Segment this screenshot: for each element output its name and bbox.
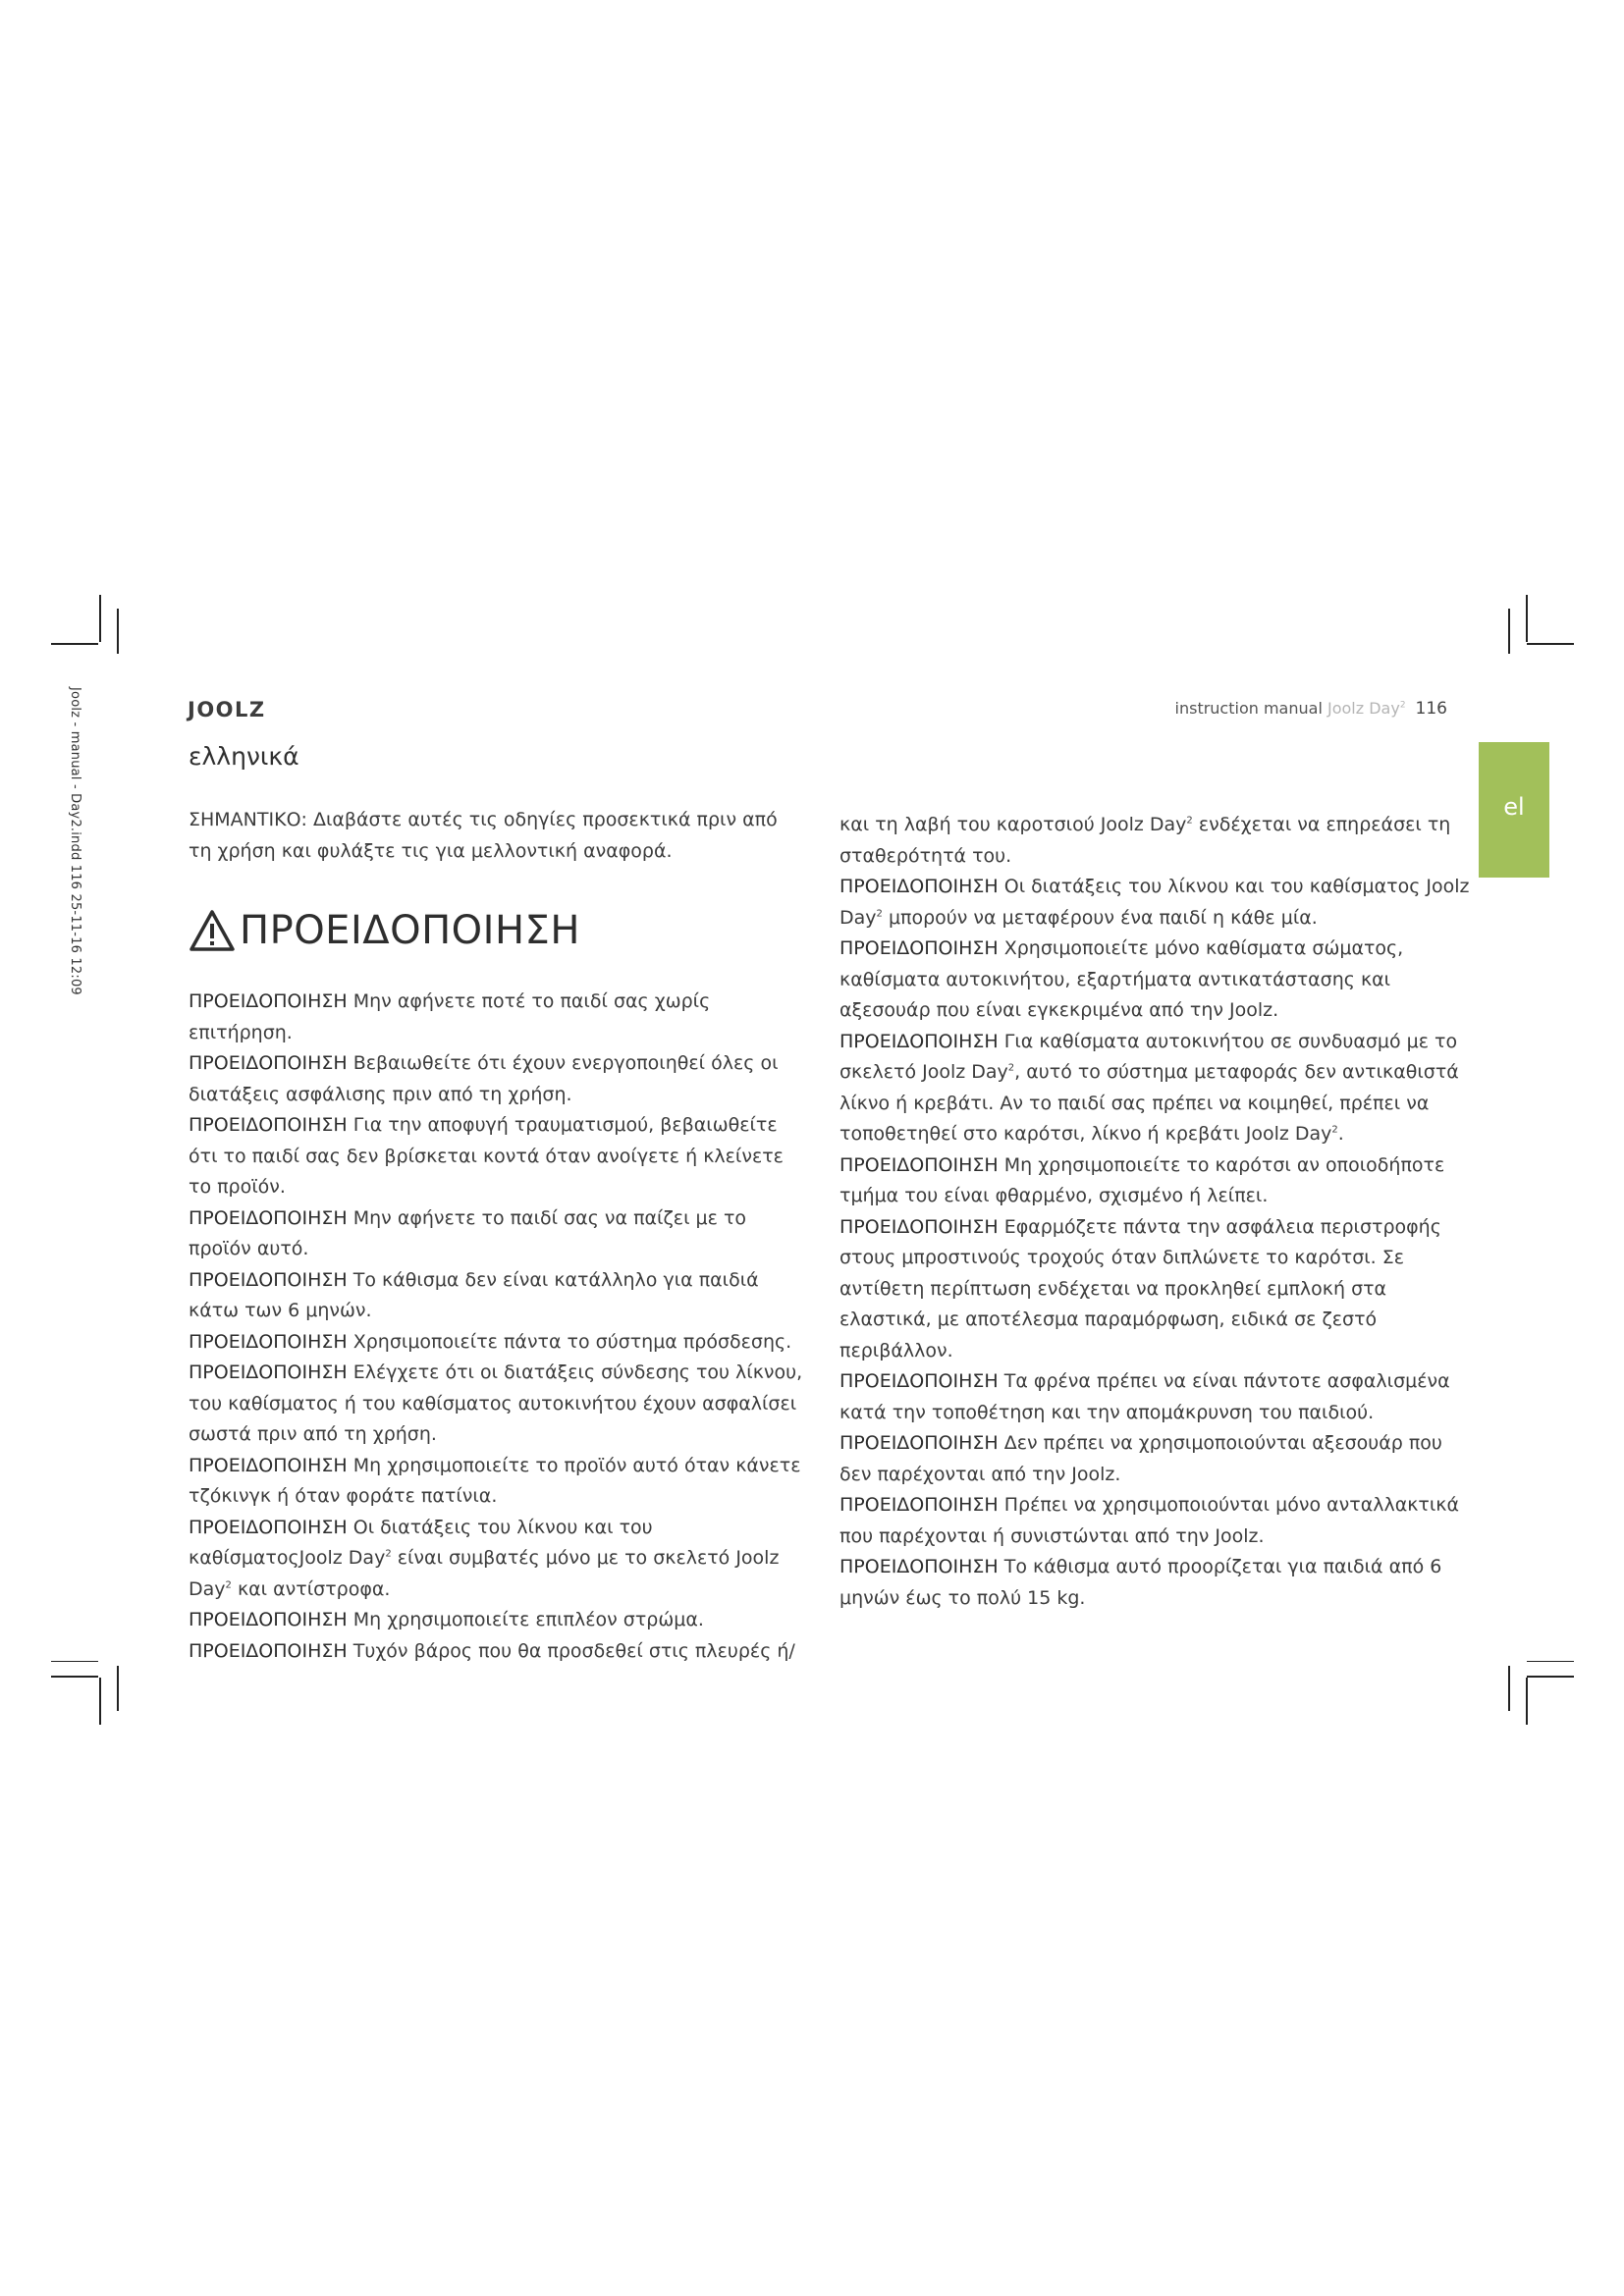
warning-item <box>189 1203 812 1265</box>
warning-text: Το κάθισμα αυτό προορίζεται για παιδιά από 6 μηνών έως το πολύ 15 kg. <box>839 1556 1442 1609</box>
crop-mark <box>1527 643 1574 645</box>
warning-title <box>189 905 580 956</box>
warning-item <box>839 1366 1478 1428</box>
warning-item <box>189 1110 812 1203</box>
warning-item <box>839 1212 1478 1367</box>
warning-text: Μην αφήνετε το παιδί σας να παίζει με το προϊόν αυτό. <box>189 1206 747 1259</box>
warning-keyword: ΠΡΟΕΙΔΟΠΟΙΗΣΗ <box>189 990 348 1012</box>
warning-text: είναι συμβατές μόνο με το σκελετό Joolz Day <box>189 1547 780 1600</box>
warning-text: Βεβαιωθείτε ότι έχουν ενεργοποιηθεί όλες οι διατάξεις ασφάλισης πριν από τη χρήση. <box>189 1052 779 1105</box>
warning-text: Δεν πρέπει να χρησιμοποιούνται αξεσουάρ που δεν παρέχονται από την Joolz. <box>839 1432 1442 1485</box>
superscript: 2 <box>1007 1062 1015 1074</box>
crop-mark <box>51 1661 98 1662</box>
language-heading: ελληνικά <box>189 742 299 771</box>
warning-item <box>839 1150 1478 1212</box>
warning-triangle-icon <box>189 909 236 952</box>
warning-item <box>189 1605 812 1636</box>
warning-text: Εφαρμόζετε πάντα την ασφάλεια περιστροφής στους μπροστινούς τροχούς όταν διπλώνετε το καρότσι. Σε αντίθετη περίπτωση ενδέχεται να προκληθεί εμπλοκή στα ελαστικά, με αποτέλεσμα παραμόρφωση, ειδικά σε ζεστό περιβάλλον. <box>839 1215 1441 1362</box>
warning-text: Χρησιμοποιείτε πάντα το σύστημα πρόσδεσης. <box>352 1330 792 1353</box>
warning-keyword: ΠΡΟΕΙΔΟΠΟΙΗΣΗ <box>839 1030 999 1052</box>
warning-keyword: ΠΡΟΕΙΔΟΠΟΙΗΣΗ <box>189 1114 348 1136</box>
warning-keyword: ΠΡΟΕΙΔΟΠΟΙΗΣΗ <box>189 1330 348 1353</box>
warning-text: Για την αποφυγή τραυματισμού, βεβαιωθείτε ότι το παιδί σας δεν βρίσκεται κοντά όταν ανοίγετε ή κλείνετε το προϊόν. <box>189 1114 784 1198</box>
warning-text: Οι διατάξεις του λίκνου και του καθίσματοςJoolz Day <box>189 1516 653 1569</box>
crop-mark <box>51 1676 98 1678</box>
warning-item <box>189 1048 812 1110</box>
warning-keyword: ΠΡΟΕΙΔΟΠΟΙΗΣΗ <box>839 1432 999 1454</box>
warning-keyword: ΠΡΟΕΙΔΟΠΟΙΗΣΗ <box>839 876 999 897</box>
warning-item <box>189 1636 812 1668</box>
warning-text: Μη χρησιμοποιείτε το καρότσι αν οποιοδήποτε τμήμα του είναι φθαρμένο, σχισμένο ή λείπει. <box>839 1153 1445 1206</box>
crop-mark <box>1527 1676 1574 1678</box>
warning-item <box>189 1327 812 1359</box>
warning-text: Μη χρησιμοποιείτε το προϊόν αυτό όταν κάνετε τζόκινγκ ή όταν φοράτε πατίνια. <box>189 1454 801 1507</box>
warning-text: Ελέγχετε ότι οι διατάξεις σύνδεσης του λίκνου, του καθίσματος ή του καθίσματος αυτοκινήτου έχουν ασφαλίσει σωστά πριν από τη χρήση. <box>189 1362 803 1445</box>
superscript: 2 <box>385 1548 392 1560</box>
crop-mark <box>99 1678 101 1725</box>
warning-keyword: ΠΡΟΕΙΔΟΠΟΙΗΣΗ <box>189 1639 348 1662</box>
warning-text: Μη χρησιμοποιείτε επιπλέον στρώμα. <box>352 1609 704 1630</box>
warning-text: , αυτό το σύστημα μεταφοράς δεν αντικαθιστά λίκνο ή κρεβάτι. Αν το παιδί σας πρέπει να κοιμηθεί, πρέπει να τοποθετηθεί στο καρότσι, λίκνο ή κρεβάτι Joolz Day <box>839 1061 1459 1145</box>
crop-mark <box>51 643 98 645</box>
crop-mark <box>1526 595 1528 642</box>
warning-text: Τα φρένα πρέπει να είναι πάντοτε ασφαλισμένα κατά την τοποθέτηση και την απομάκρυνση του παιδιού. <box>839 1370 1450 1423</box>
crop-mark <box>1527 1661 1574 1662</box>
joolz-logo: JOOLZ <box>188 698 266 721</box>
warning-text: Χρησιμοποιείτε μόνο καθίσματα σώματος, καθίσματα αυτοκινήτου, εξαρτήματα αντικατάστασης και αξεσουάρ που είναι εγκεκριμένα από την Joolz. <box>839 937 1404 1021</box>
warning-item <box>189 1265 812 1327</box>
warning-keyword: ΠΡΟΕΙΔΟΠΟΙΗΣΗ <box>189 1206 348 1229</box>
warning-text: Πρέπει να χρησιμοποιούνται μόνο ανταλλακτικά που παρέχονται ή συνιστώνται από την Joolz. <box>839 1494 1460 1547</box>
crop-mark <box>1526 1678 1528 1725</box>
warning-item <box>839 872 1478 934</box>
warning-title-text: ΠΡΟΕΙΔΟΠΟΙΗΣΗ <box>240 908 580 953</box>
warning-item <box>839 810 1478 872</box>
warning-keyword: ΠΡΟΕΙΔΟΠΟΙΗΣΗ <box>189 1052 348 1074</box>
warning-text: Μην αφήνετε ποτέ το παιδί σας χωρίς επιτήρηση. <box>189 990 711 1043</box>
warning-item <box>839 1490 1478 1552</box>
warning-text: Τυχόν βάρος που θα προσδεθεί στις πλευρές ή/ <box>352 1639 795 1662</box>
crop-mark <box>117 609 119 654</box>
warning-text: και αντίστροφα. <box>237 1577 391 1600</box>
warning-item <box>839 1428 1478 1490</box>
superscript: 2 <box>225 1579 232 1591</box>
left-column <box>189 987 812 1667</box>
warning-keyword: ΠΡΟΕΙΔΟΠΟΙΗΣΗ <box>189 1609 348 1630</box>
warning-item <box>839 1552 1478 1614</box>
warning-keyword: ΠΡΟΕΙΔΟΠΟΙΗΣΗ <box>839 1370 999 1392</box>
right-column <box>839 810 1478 1614</box>
language-tab-label: el <box>1503 793 1525 821</box>
crop-mark <box>99 595 101 642</box>
warning-keyword: ΠΡΟΕΙΔΟΠΟΙΗΣΗ <box>839 1556 999 1577</box>
warning-keyword: ΠΡΟΕΙΔΟΠΟΙΗΣΗ <box>839 1153 999 1176</box>
warning-keyword: ΠΡΟΕΙΔΟΠΟΙΗΣΗ <box>839 1215 999 1238</box>
running-head <box>1175 699 1447 719</box>
warning-item <box>189 1358 812 1451</box>
intro-text: ΣΗΜΑΝΤΙΚΟ: Διαβάστε αυτές τις οδηγίες προσεκτικά πριν από τη χρήση και φυλάξτε τις για μελλοντική αναφορά. <box>189 809 778 862</box>
warning-item <box>839 934 1478 1027</box>
warning-keyword: ΠΡΟΕΙΔΟΠΟΙΗΣΗ <box>839 1494 999 1516</box>
warning-text: μπορούν να μεταφέρουν ένα παιδί η κάθε μία. <box>888 906 1318 929</box>
warning-item <box>189 1451 812 1513</box>
warning-keyword: ΠΡΟΕΙΔΟΠΟΙΗΣΗ <box>189 1362 348 1383</box>
print-slug: Joolz - manual - Day2.indd 116 25-11-16 12:09 <box>68 687 82 995</box>
warning-keyword: ΠΡΟΕΙΔΟΠΟΙΗΣΗ <box>189 1268 348 1291</box>
running-head-text: instruction manual <box>1174 699 1323 718</box>
warning-text: ενδέχεται να επηρεάσει τη σταθερότητά του. <box>839 814 1451 867</box>
warning-item <box>189 1513 812 1606</box>
warning-keyword: ΠΡΟΕΙΔΟΠΟΙΗΣΗ <box>189 1516 348 1538</box>
warning-text: Το κάθισμα δεν είναι κατάλληλο για παιδιά κάτω των 6 μηνών. <box>189 1268 759 1321</box>
warning-text: και τη λαβή του καροτσιού Joolz Day <box>839 814 1187 835</box>
superscript: 2 <box>1399 700 1406 711</box>
superscript: 2 <box>1331 1124 1338 1136</box>
crop-mark <box>1508 1666 1510 1711</box>
crop-mark <box>1508 609 1510 654</box>
language-tab <box>1479 742 1549 878</box>
crop-mark <box>117 1666 119 1711</box>
warning-keyword: ΠΡΟΕΙΔΟΠΟΙΗΣΗ <box>189 1454 348 1476</box>
running-head-brand: Joolz Day <box>1326 699 1400 718</box>
warning-item <box>839 1027 1478 1150</box>
warning-text: Οι διατάξεις του λίκνου και του καθίσματος Joolz Day <box>839 876 1470 929</box>
warning-text: . <box>1337 1123 1344 1145</box>
superscript: 2 <box>876 908 883 920</box>
warning-text: Για καθίσματα αυτοκινήτου σε συνδυασμό με το σκελετό Joolz Day <box>839 1030 1458 1083</box>
page-number: 116 <box>1415 699 1447 719</box>
warning-item <box>189 987 812 1048</box>
warning-keyword: ΠΡΟΕΙΔΟΠΟΙΗΣΗ <box>839 937 999 959</box>
superscript: 2 <box>1186 815 1193 827</box>
